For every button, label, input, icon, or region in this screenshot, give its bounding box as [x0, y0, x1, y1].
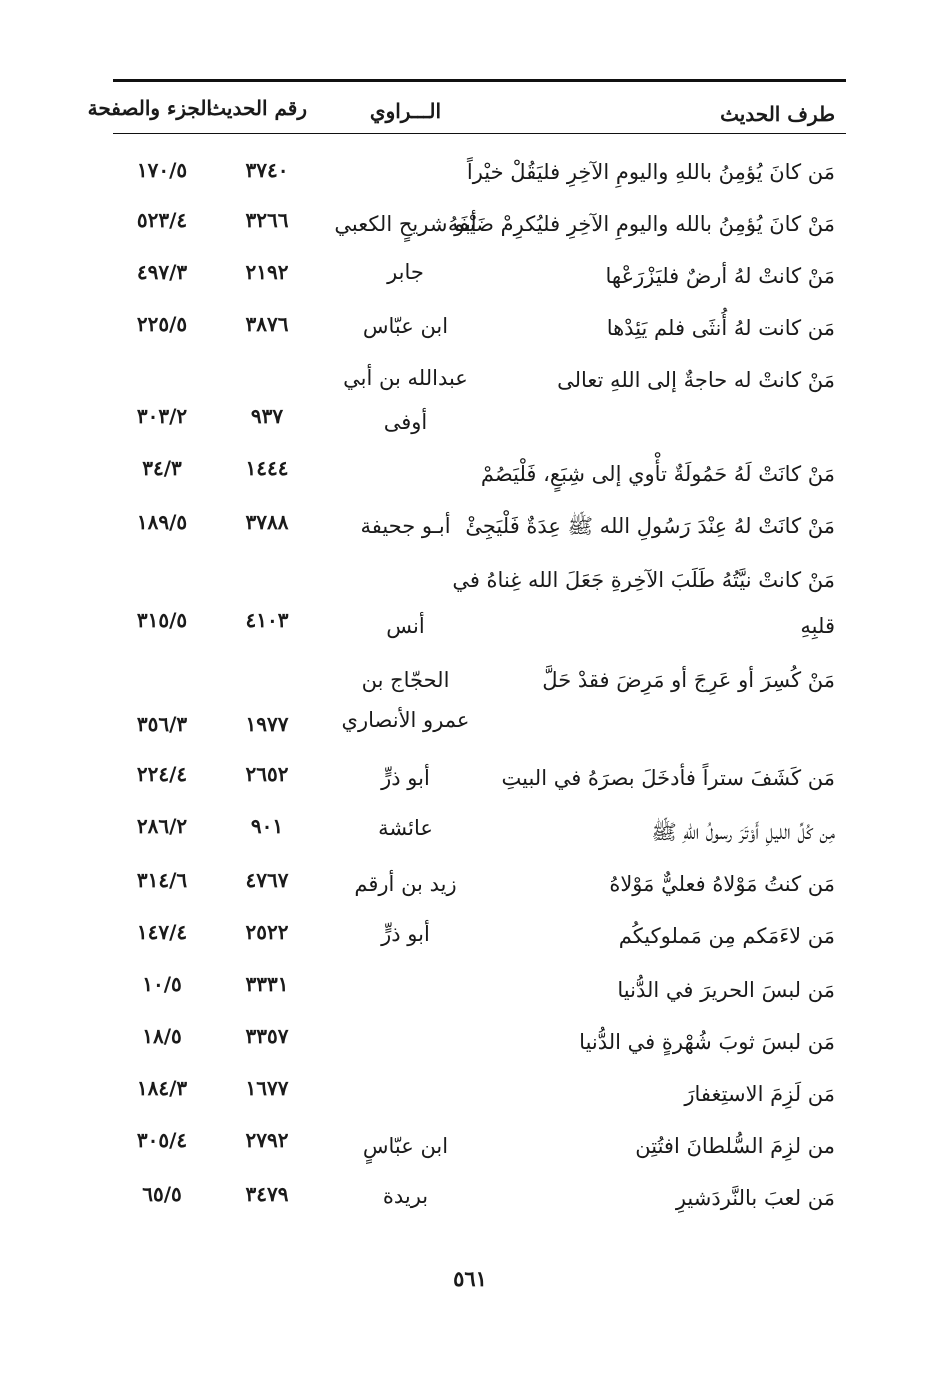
- narrator: أبو ذرٍّ: [381, 766, 430, 790]
- hadith-number: ١٩٧٧: [245, 712, 289, 736]
- hadith-tarf: قلبِهِ: [800, 614, 835, 638]
- volume-page: ٣١٥/٥: [136, 608, 188, 632]
- hadith-tarf: من لزِمَ السُّلطانَ افتُتِن: [635, 1134, 835, 1158]
- volume-page: ٢٢٥/٥: [136, 312, 188, 336]
- volume-page: ٦٥/٥: [142, 1182, 182, 1206]
- narrator: أبو ذرٍّ: [381, 922, 430, 946]
- hadith-number: ٢٥٢٢: [245, 920, 289, 944]
- volume-page: ٣٠٣/٢: [136, 404, 188, 428]
- hadith-tarf: مَن لعبَ بالنَّردَشيرِ: [675, 1186, 835, 1210]
- hadith-number: ٢٦٥٢: [245, 762, 289, 786]
- volume-page: ١٠/٥: [142, 972, 182, 996]
- header-tarf: طرف الحديث: [720, 102, 835, 126]
- hadith-number: ٤٧٦٧: [245, 868, 289, 892]
- hadith-tarf: مَنْ كانتْ لهُ أرضٌ فليَزْرَعْها: [605, 264, 835, 288]
- header-rawi: الـــراوي: [369, 99, 442, 123]
- narrator: عائشة: [378, 816, 433, 840]
- hadith-number: ٢١٩٢: [245, 260, 289, 284]
- volume-page: ٢٢٤/٤: [136, 762, 188, 786]
- narrator: ابن عبّاس: [362, 314, 449, 338]
- volume-page: ١٨٤/٣: [136, 1076, 188, 1100]
- hadith-number: ٣٣٥٧: [245, 1024, 289, 1048]
- narrator: جابر: [387, 260, 424, 284]
- hadith-number: ٣٧٨٨: [245, 510, 289, 534]
- volume-page: ٢٨٦/٢: [136, 814, 188, 838]
- hadith-number: ٣٨٧٦: [245, 312, 289, 336]
- volume-page: ٤٩٧/٣: [136, 260, 188, 284]
- hadith-tarf: مَنْ كانَتْ لهُ عِنْدَ رَسُولِ الله ﷺ عِدَةٌ فَلْيَجِئْ: [465, 514, 835, 538]
- hadith-number: ٢٧٩٢: [245, 1128, 289, 1152]
- hadith-tarf: مَن كنتُ مَوْلاهُ فعليٌّ مَوْلاهُ: [609, 872, 835, 896]
- hadith-tarf: مَنْ كانَ يُؤمِنُ بالله واليومِ الآخِرِ فليُكرِمْ ضَيْفَهُ: [447, 212, 835, 236]
- narrator: أنس: [386, 614, 425, 638]
- narrator: بريدة: [382, 1184, 429, 1208]
- narrator: زيد بن أرقم: [354, 872, 457, 896]
- narrator: أبو شريحٍ الكعبي: [334, 212, 477, 236]
- page-number: ٥٦١: [453, 1266, 487, 1291]
- hadith-number: ٣٢٦٦: [245, 208, 289, 232]
- narrator: الحجّاج بن: [361, 668, 450, 692]
- hadith-number: ٩٠١: [250, 814, 284, 838]
- hadith-number: ٣٤٧٩: [245, 1182, 289, 1206]
- hadith-tarf: مَن لبسَ الحريرَ في الدُّنيا: [617, 978, 835, 1002]
- volume-page: ١٨٩/٥: [136, 510, 188, 534]
- volume-page: ٣٤/٣: [142, 456, 182, 480]
- volume-page: ٣١٤/٦: [136, 868, 188, 892]
- header-juz: الجزء والصفحة: [87, 96, 212, 120]
- header-rule: [113, 133, 846, 134]
- hadith-tarf: مَنْ كُسِرَ أو عَرِجَ أو مَرِضَ فقدْ حَلَّ: [542, 668, 835, 692]
- hadith-tarf: مَنْ كانتْ نيَّتُهُ طَلَبَ الآخِرةِ جَعَلَ الله غِناهُ في: [452, 568, 835, 592]
- narrator: أبـو جحيفة: [360, 514, 451, 538]
- hadith-tarf: مَنْ كانَتْ لَهُ حَمُولَةٌ تأْوي إلى شِبَعٍ، فَلْيَصُمْ: [480, 462, 835, 486]
- volume-page: ٣٥٦/٣: [136, 712, 188, 736]
- hadith-number: ٣٧٤٠: [245, 158, 289, 182]
- volume-page: ٣٠٥/٤: [136, 1128, 188, 1152]
- hadith-tarf: مَن كانت لهُ أُنثَى فلم يَئِدْها: [606, 316, 835, 340]
- hadith-tarf: مَنْ كانتْ له حاجةٌ إلى اللهِ تعالى: [557, 368, 835, 392]
- hadith-tarf: مَن لبسَ ثوبَ شُهْرةٍ في الدُّنيا: [579, 1030, 835, 1054]
- narrator: عبدالله بن أبي: [343, 366, 468, 390]
- hadith-tarf: مِن كُلِّ الليلِ أَوْتَرَ رسولُ اللهِ ﷺ: [651, 820, 835, 844]
- volume-page: ١٨/٥: [142, 1024, 182, 1048]
- hadith-number: ٣٣٣١: [245, 972, 289, 996]
- top-rule: [113, 79, 846, 82]
- hadith-tarf: مَن لاءَمَكم مِن مَملوكيكُم: [618, 924, 835, 948]
- hadith-number: ١٤٤٤: [245, 456, 289, 480]
- volume-page: ١٤٧/٤: [136, 920, 188, 944]
- hadith-tarf: مَن كانَ يُؤمِنُ باللهِ واليومِ الآخِرِ فليَقُلْ خيْراً: [466, 160, 835, 184]
- hadith-tarf: مَن لَزِمَ الاستِغفارَ: [684, 1082, 835, 1106]
- volume-page: ٥٢٣/٤: [136, 208, 188, 232]
- header-raqm: رقم الحديث: [207, 96, 307, 120]
- hadith-number: ٩٣٧: [250, 404, 284, 428]
- narrator: أوفى: [383, 410, 428, 434]
- narrator: ابن عبّاسٍ: [362, 1134, 449, 1158]
- hadith-tarf: مَن كَشَفَ ستراً فأدخَلَ بصرَهُ في البيتِ: [501, 766, 835, 790]
- volume-page: ١٧٠/٥: [136, 158, 188, 182]
- narrator: عمرو الأنصاري: [341, 708, 470, 732]
- hadith-number: ٤١٠٣: [245, 608, 289, 632]
- hadith-number: ١٦٧٧: [245, 1076, 289, 1100]
